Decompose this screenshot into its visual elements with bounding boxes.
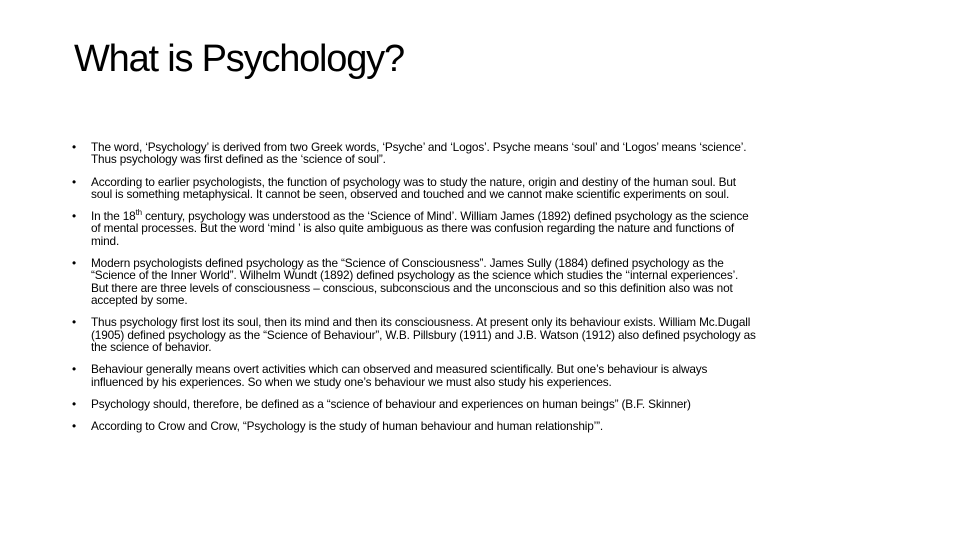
bullet-icon: • <box>72 140 76 154</box>
bullet-list <box>72 141 892 442</box>
item-line: the science of behavior. <box>91 340 212 355</box>
item-line: Psychology should, therefore, be defined as a “science of behaviour and experiences on human beings” (B.F. Skinner) <box>91 396 691 411</box>
list-item <box>72 316 892 353</box>
item-line: The word, ‘Psychology’ is derived from two Greek words, ‘Psyche’ and ‘Logos’. Psyche means ‘soul’ and ‘Logos’ means ‘science’. <box>91 140 747 154</box>
bullet-icon: • <box>72 255 76 270</box>
bullet-icon: • <box>72 396 76 411</box>
item-text: century, psychology was understood as the ‘Science of Mind’. William James (1892) defined psychology as the science <box>141 209 749 223</box>
list-item <box>72 210 892 247</box>
list-item <box>72 420 892 432</box>
item-line: Thus psychology was first defined as the ‘science of soul”. <box>91 152 386 167</box>
list-item <box>72 176 892 201</box>
bullet-icon: • <box>72 362 76 377</box>
item-line: Thus psychology first lost its soul, then its mind and then its consciousness. At present only its behaviour exists. William Mc.Dugall <box>91 315 751 330</box>
item-line: (1905) defined psychology as the “Science of Behaviour”, W.B. Pillsbury (1911) and J.B. Watson (1912) also defined psychology as <box>91 327 756 342</box>
item-text: In the 18 <box>91 209 136 223</box>
item-line: influenced by his experiences. So when we study one’s behaviour we must also study his experiences. <box>91 374 612 389</box>
bullet-icon: • <box>72 315 76 330</box>
list-item <box>72 363 892 388</box>
item-line: accepted by some. <box>91 293 188 308</box>
list-item <box>72 398 892 410</box>
list-item <box>72 257 892 307</box>
item-line: But there are three levels of consciousness – conscious, subconscious and the unconscious and so this definition also was not <box>91 280 733 295</box>
item-line: According to earlier psychologists, the function of psychology was to study the nature, origin and destiny of the human soul. But <box>91 174 736 189</box>
item-line: “Science of the Inner World”. Wilhelm Wundt (1892) defined psychology as the science which studies the ‘‘internal experiences’. <box>91 268 739 283</box>
item-line: mind. <box>91 233 120 248</box>
item-line: Behaviour generally means overt activities which can observed and measured scientifically. But one’s behaviour is always <box>91 362 708 377</box>
item-line: soul is something metaphysical. It cannot be seen, observed and touched and we cannot make scientific experiments on soul. <box>91 186 730 201</box>
bullet-icon: • <box>72 174 76 189</box>
ordinal-suffix: th <box>135 208 142 218</box>
item-line: of mental processes. But the word ‘mind ’ is also quite ambiguous as there was confusion regarding the nature and functions of <box>91 221 734 236</box>
item-line: Modern psychologists defined psychology as the “Science of Consciousness”. James Sully (1884) defined psychology as the <box>91 255 724 270</box>
bullet-icon: • <box>72 209 76 223</box>
item-line: According to Crow and Crow, “Psychology is the study of human behaviour and human relationship’”. <box>91 418 604 433</box>
slide-title: What is Psychology? <box>74 38 404 80</box>
bullet-icon: • <box>72 418 76 433</box>
list-item <box>72 141 892 166</box>
